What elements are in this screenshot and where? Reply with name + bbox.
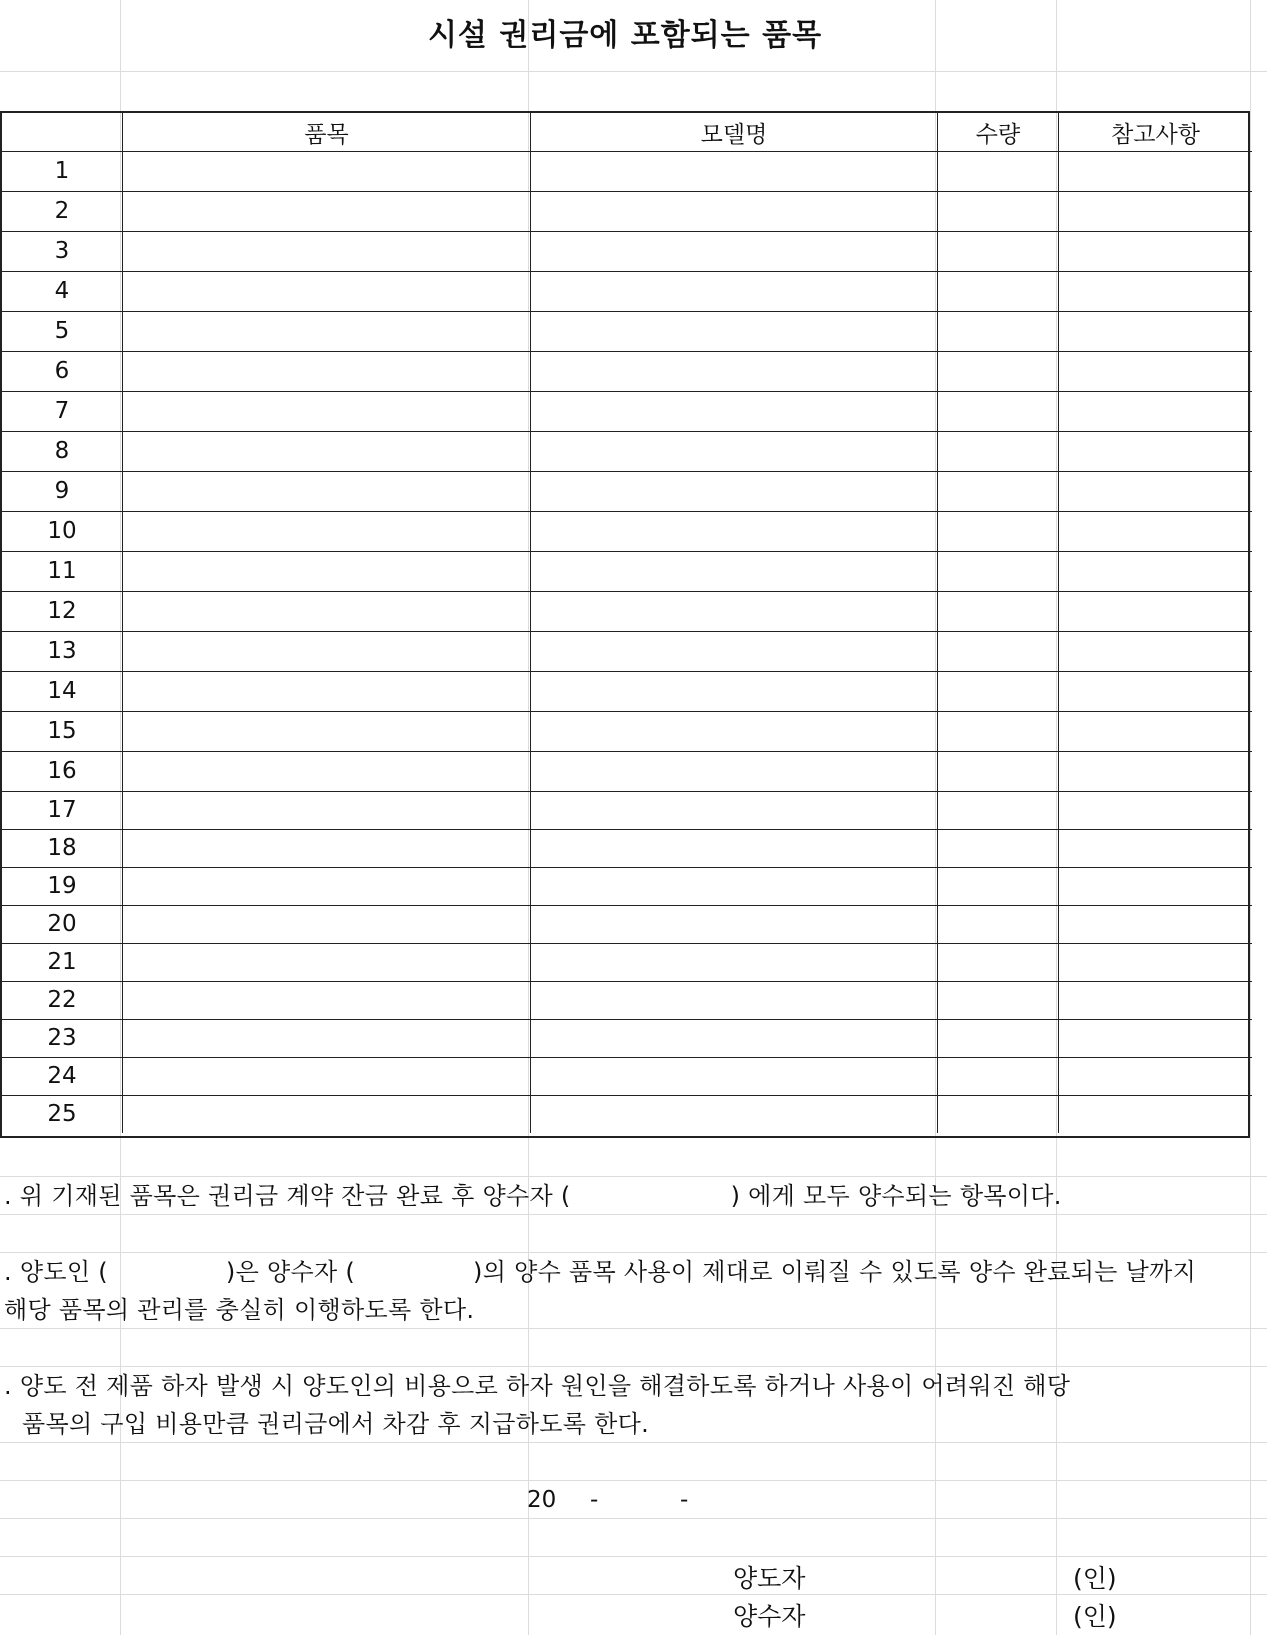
header-item[interactable]: 품목 [122,113,530,151]
row-number: 16 [47,758,77,784]
note-2 [4,1252,1196,1287]
remarks-cell[interactable] [1058,981,1252,1019]
model-cell[interactable] [530,591,937,631]
gridline [0,1518,1267,1519]
item-cell[interactable] [122,671,530,711]
table-row [2,351,1252,391]
table-row [2,829,1252,867]
item-cell[interactable] [122,431,530,471]
item-cell[interactable] [122,311,530,351]
quantity-cell[interactable] [937,631,1058,671]
remarks-cell[interactable] [1058,311,1252,351]
row-number: 18 [47,835,77,861]
quantity-cell[interactable] [937,551,1058,591]
gridline [0,1328,1267,1329]
quantity-cell[interactable] [937,1019,1058,1057]
item-cell[interactable] [122,791,530,829]
row-number: 7 [54,398,70,424]
header-number [2,113,122,151]
row-number: 6 [54,358,70,384]
item-cell[interactable] [122,1057,530,1095]
item-cell[interactable] [122,867,530,905]
row-number: 5 [54,318,70,344]
item-cell[interactable] [122,551,530,591]
remarks-cell[interactable] [1058,1095,1252,1133]
model-cell[interactable] [530,351,937,391]
gridline [0,71,1267,72]
remarks-cell[interactable] [1058,751,1252,791]
item-cell[interactable] [122,1019,530,1057]
model-cell[interactable] [530,791,937,829]
remarks-cell[interactable] [1058,551,1252,591]
remarks-cell[interactable] [1058,471,1252,511]
item-cell[interactable] [122,631,530,671]
quantity-cell[interactable] [937,431,1058,471]
table-row [2,231,1252,271]
row-number: 10 [47,518,77,544]
signature-transferor-label: 양도자 [733,1564,806,1593]
item-cell[interactable] [122,943,530,981]
row-number: 24 [47,1063,77,1089]
quantity-cell[interactable] [937,905,1058,943]
table-row [2,471,1252,511]
note-2-text-a: . 양도인 ( [4,1258,108,1286]
model-cell[interactable] [530,271,937,311]
quantity-cell[interactable] [937,1095,1058,1133]
model-cell[interactable] [530,231,937,271]
note-1 [4,1176,1062,1211]
model-cell[interactable] [530,391,937,431]
remarks-cell[interactable] [1058,791,1252,829]
remarks-cell[interactable] [1058,671,1252,711]
quantity-cell[interactable] [937,751,1058,791]
quantity-cell[interactable] [937,231,1058,271]
remarks-cell[interactable] [1058,231,1252,271]
remarks-cell[interactable] [1058,191,1252,231]
gridline [0,1442,1267,1443]
row-number: 19 [47,873,77,899]
model-cell[interactable] [530,511,937,551]
model-cell[interactable] [530,191,937,231]
signature-transferor-seal[interactable]: (인) [1073,1564,1117,1593]
model-cell[interactable] [530,151,937,191]
remarks-cell[interactable] [1058,631,1252,671]
date-separator: - [590,1487,599,1513]
model-cell[interactable] [530,311,937,351]
table-row [2,1019,1252,1057]
quantity-cell[interactable] [937,981,1058,1019]
date-year-prefix[interactable]: 20 [527,1487,557,1513]
table-row [2,943,1252,981]
table-row [2,751,1252,791]
quantity-cell[interactable] [937,351,1058,391]
quantity-cell[interactable] [937,711,1058,751]
remarks-cell[interactable] [1058,351,1252,391]
row-number: 23 [47,1025,77,1051]
table-row [2,271,1252,311]
model-cell[interactable] [530,981,937,1019]
remarks-cell[interactable] [1058,711,1252,751]
note-3-line-2: 품목의 구입 비용만큼 권리금에서 차감 후 지급하도록 한다. [22,1410,650,1438]
note-3: . 양도 전 제품 하자 발생 시 양도인의 비용으로 하자 원인을 해결하도록 하거나 사용이 어려워진 해당 [4,1372,1071,1400]
row-number: 1 [54,158,70,184]
table-header-row [2,113,1252,151]
note-2-text-b: )은 양수자 ( [225,1258,356,1286]
items-table [0,111,1250,1138]
date-separator: - [680,1487,689,1513]
row-number: 17 [47,797,77,823]
item-cell[interactable] [122,511,530,551]
item-cell[interactable] [122,471,530,511]
item-cell[interactable] [122,391,530,431]
header-quantity[interactable]: 수량 [937,113,1058,151]
quantity-cell[interactable] [937,311,1058,351]
table-row [2,711,1252,751]
item-cell[interactable] [122,905,530,943]
item-cell[interactable] [122,829,530,867]
table-row [2,1057,1252,1095]
quantity-cell[interactable] [937,191,1058,231]
table-row [2,151,1252,191]
item-cell[interactable] [122,981,530,1019]
remarks-cell[interactable] [1058,591,1252,631]
row-number: 12 [47,598,77,624]
model-cell[interactable] [530,1057,937,1095]
table-row [2,511,1252,551]
item-cell[interactable] [122,231,530,271]
remarks-cell[interactable] [1058,271,1252,311]
note-1-text-b: ) 에게 모두 양수되는 항목이다. [730,1182,1062,1210]
model-cell[interactable] [530,711,937,751]
row-number: 21 [47,949,77,975]
header-remarks[interactable]: 참고사항 [1058,113,1252,151]
note-2-line-2: 해당 품목의 관리를 충실히 이행하도록 한다. [4,1296,475,1324]
remarks-cell[interactable] [1058,1019,1252,1057]
row-number: 4 [54,278,70,304]
row-number: 22 [47,987,77,1013]
model-cell[interactable] [530,631,937,671]
table-row [2,391,1252,431]
note-1-text-a: . 위 기재된 품목은 권리금 계약 잔금 완료 후 양수자 ( [4,1182,571,1210]
item-cell[interactable] [122,271,530,311]
header-model[interactable]: 모델명 [530,113,937,151]
table-row [2,981,1252,1019]
item-cell[interactable] [122,751,530,791]
model-cell[interactable] [530,943,937,981]
item-cell[interactable] [122,191,530,231]
quantity-cell[interactable] [937,591,1058,631]
remarks-cell[interactable] [1058,943,1252,981]
model-cell[interactable] [530,671,937,711]
item-cell[interactable] [122,151,530,191]
remarks-cell[interactable] [1058,905,1252,943]
quantity-cell[interactable] [937,271,1058,311]
row-number: 11 [47,558,77,584]
row-number: 8 [54,438,70,464]
quantity-cell[interactable] [937,151,1058,191]
row-number: 15 [47,718,77,744]
note-2-text-c: )의 양수 품목 사용이 제대로 이뤄질 수 있도록 양수 완료되는 날까지 [473,1258,1197,1286]
table-row [2,671,1252,711]
table-row [2,191,1252,231]
remarks-cell[interactable] [1058,1057,1252,1095]
quantity-cell[interactable] [937,791,1058,829]
table-row [2,1095,1252,1133]
item-cell[interactable] [122,711,530,751]
row-number: 9 [54,478,70,504]
gridline [0,1556,1267,1557]
table-row [2,591,1252,631]
row-number: 20 [47,911,77,937]
remarks-cell[interactable] [1058,431,1252,471]
model-cell[interactable] [530,551,937,591]
quantity-cell[interactable] [937,829,1058,867]
remarks-cell[interactable] [1058,867,1252,905]
quantity-cell[interactable] [937,1057,1058,1095]
row-number: 13 [47,638,77,664]
item-cell[interactable] [122,591,530,631]
model-cell[interactable] [530,431,937,471]
quantity-cell[interactable] [937,943,1058,981]
table-row [2,551,1252,591]
row-number: 25 [47,1101,77,1127]
row-number: 2 [54,198,70,224]
model-cell[interactable] [530,905,937,943]
item-cell[interactable] [122,1095,530,1133]
quantity-cell[interactable] [937,471,1058,511]
table-row [2,431,1252,471]
row-number: 3 [54,238,70,264]
table-row [2,867,1252,905]
table-row [2,905,1252,943]
table-row [2,631,1252,671]
remarks-cell[interactable] [1058,391,1252,431]
remarks-cell[interactable] [1058,829,1252,867]
quantity-cell[interactable] [937,511,1058,551]
quantity-cell[interactable] [937,671,1058,711]
model-cell[interactable] [530,1019,937,1057]
model-cell[interactable] [530,751,937,791]
quantity-cell[interactable] [937,867,1058,905]
signature-transferee-label: 양수자 [733,1602,806,1631]
quantity-cell[interactable] [937,391,1058,431]
remarks-cell[interactable] [1058,511,1252,551]
model-cell[interactable] [530,1095,937,1133]
model-cell[interactable] [530,471,937,511]
row-number: 14 [47,678,77,704]
remarks-cell[interactable] [1058,151,1252,191]
table-row [2,791,1252,829]
model-cell[interactable] [530,867,937,905]
table-row [2,311,1252,351]
signature-transferee-seal[interactable]: (인) [1073,1602,1117,1631]
page-title: 시설 권리금에 포함되는 품목 [427,18,823,53]
model-cell[interactable] [530,829,937,867]
item-cell[interactable] [122,351,530,391]
gridline [0,1480,1267,1481]
gridline [0,1214,1267,1215]
